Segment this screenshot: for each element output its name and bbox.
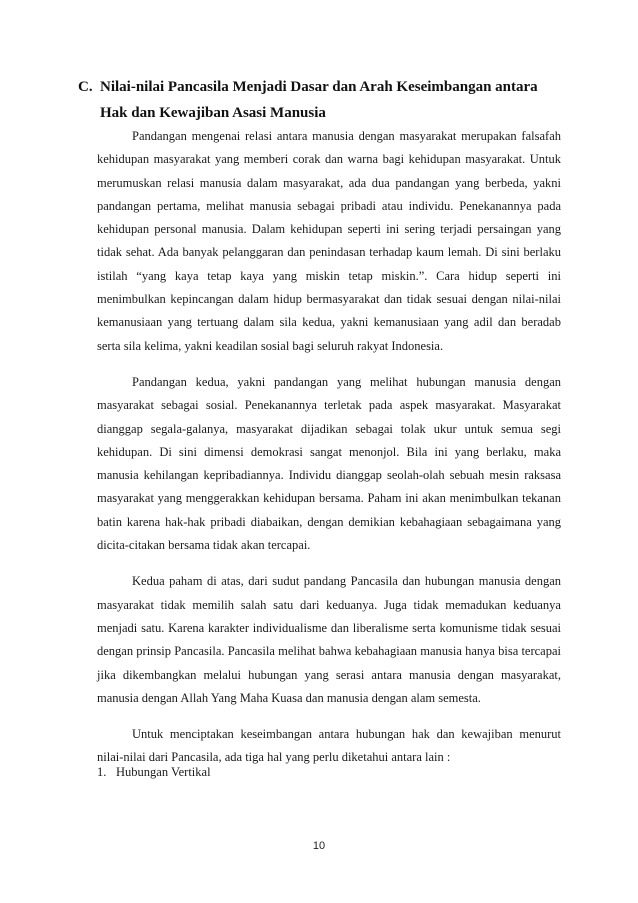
paragraph-2: Pandangan kedua, yakni pandangan yang melihat hubungan manusia dengan masyarakat sebagai sosial. Penekanannya terletak pada aspek masyarakat. Masyarakat dianggap segala-galanya, masyarakat dijadikan sebagai tolak ukur untuk semua segi kehidupan. Di sini dimensi demokrasi sangat menonjol. Bila ini yang berlaku, maka manusia kehilangan kepribadiannya. Individu dianggap seolah-olah sebuah mesin raksasa masyarakat yang menggerakkan kehidupan bersama. Paham ini akan menimbulkan tekanan batin karena hak-hak pribadi diabaikan, dengan demikian kebahagiaan sebagaimana yang dicita-citakan bersama tidak akan tercapai. (97, 374, 561, 553)
body-text (97, 125, 561, 783)
paragraph-4: Untuk menciptakan keseimbangan antara hubungan hak dan kewajiban menurut nilai-nilai dari Pancasila, ada tiga hal yang perlu diketahui antara lain : (97, 727, 561, 765)
section-title-line-1: Nilai-nilai Pancasila Menjadi Dasar dan Arah Keseimbangan antara (100, 79, 538, 95)
page-number: 10 (312, 840, 326, 852)
paragraph-1: Pandangan mengenai relasi antara manusia dengan masyarakat merupakan falsafah kehidupan masyarakat yang memberi corak dan warna bagi kehidupan masyarakat. Untuk merumuskan relasi manusia dalam masyarakat, ada dua pandangan yang berbeda, yakni pandangan pertama, melihat manusia sebagai pribadi atau individu. Penekanannya pada kehidupan personal manusia. Dalam kehidupan seperti ini sering terjadi persaingan yang tidak sehat. Ada banyak pelanggaran dan penindasan terhadap kaum lemah. Di sini berlaku istilah “yang kaya tetap kaya yang miskin tetap miskin.”. Cara hidup seperti ini menimbulkan kepincangan dalam hidup bermasyarakat dan tidak sesuai dengan nilai-nilai kemanusiaan yang tertuang dalam sila kedua, yakni kemanusiaan yang adil dan beradab serta sila kelima, yakni keadilan sosial bagi seluruh rakyat Indonesia. (97, 129, 561, 353)
list-item (97, 765, 211, 780)
list-item-label: Hubungan Vertikal (116, 765, 211, 779)
paragraph-3: Kedua paham di atas, dari sudut pandang Pancasila dan hubungan manusia dengan masyarakat tidak memilih salah satu dari keduanya. Juga tidak memadukan keduanya menjadi satu. Karena karakter individualisme dan liberalisme serta komunisme tidak sesuai dengan prinsip Pancasila. Pancasila melihat bahwa kebahagiaan manusia hanya bisa tercapai jika dikembangkan melalui hubungan yang serasi antara manusia dengan masyarakat, manusia dengan Allah Yang Maha Kuasa dan manusia dengan alam semesta. (97, 574, 561, 705)
section-letter: C. (78, 79, 93, 95)
list-item-number: 1. (97, 765, 107, 779)
section-title-line-2: Hak dan Kewajiban Asasi Manusia (100, 105, 326, 121)
